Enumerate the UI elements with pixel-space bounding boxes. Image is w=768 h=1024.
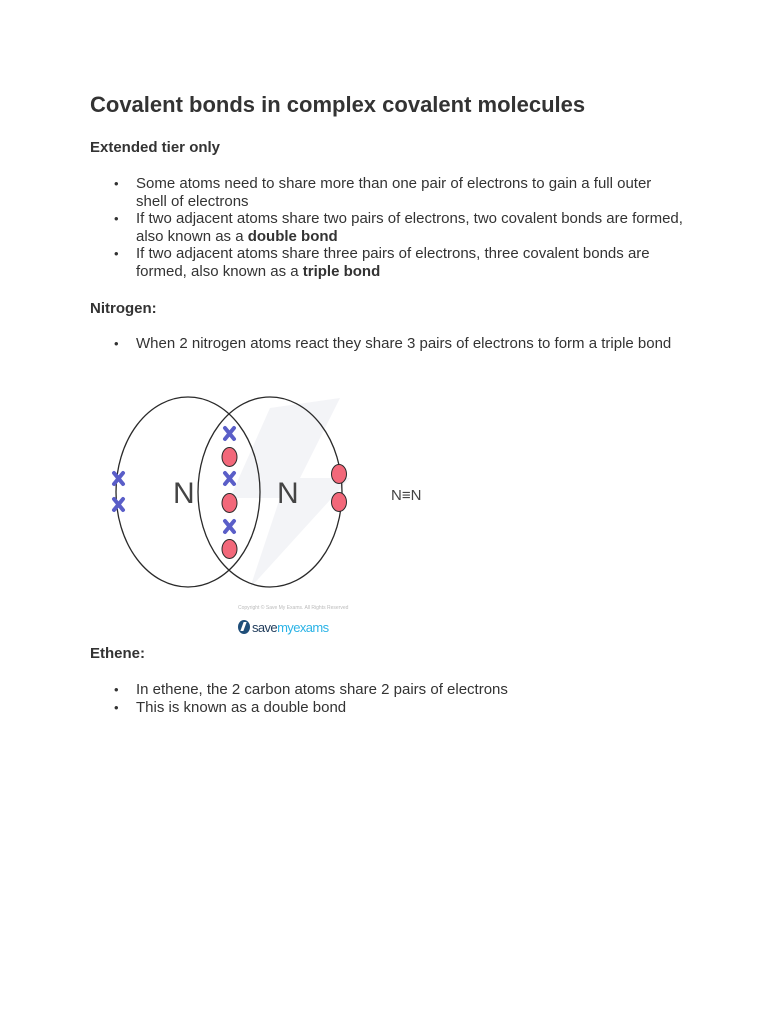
dot-icon	[222, 540, 237, 559]
dot-icon	[332, 493, 347, 512]
nitrogen-heading: Nitrogen:	[90, 300, 157, 317]
list-item: • If two adjacent atoms share three pairs of electrons, three covalent bonds are formed, also known as a triple bond	[136, 245, 686, 280]
nitrogen-bullet-list	[90, 335, 686, 353]
shared-crosses	[225, 428, 234, 532]
list-item: • If two adjacent atoms share two pairs of electrons, two covalent bonds are formed, also known as a double bond	[136, 210, 686, 245]
dot-icon	[332, 465, 347, 484]
dot-icon	[222, 494, 237, 513]
lone-pair-crosses	[114, 473, 123, 510]
nitrogen-dot-cross-diagram	[100, 388, 450, 640]
ethene-bullet-list	[90, 681, 686, 716]
list-item: • Some atoms need to share more than one pair of electrons to gain a full outer shell of electrons	[136, 175, 686, 210]
ethene-heading: Ethene:	[90, 645, 146, 662]
extended-tier-heading: Extended tier only	[90, 139, 221, 156]
bold-term: double bond	[247, 227, 338, 245]
structural-formula: N≡N	[391, 487, 422, 504]
dot-icon	[222, 448, 237, 467]
save-my-exams-logo: save my exams	[238, 614, 329, 640]
cross-icon	[225, 473, 234, 484]
copyright-notice: Copyright © Save My Exams. All Rights Reserved	[238, 605, 349, 611]
cross-icon	[225, 428, 234, 439]
page-title: Covalent bonds in complex covalent molecules	[90, 92, 586, 117]
right-atom-label: N	[277, 477, 299, 510]
cross-icon	[225, 521, 234, 532]
list-item: • When 2 nitrogen atoms react they share 3 pairs of electrons to form a triple bond	[136, 335, 686, 353]
cross-icon	[114, 473, 123, 484]
lightning-bolt-icon	[238, 620, 250, 634]
shared-dots	[222, 448, 237, 559]
cross-icon	[114, 499, 123, 510]
list-item: • In ethene, the 2 carbon atoms share 2 pairs of electrons	[136, 681, 686, 699]
extended-bullet-list	[90, 175, 686, 280]
list-item: • This is known as a double bond	[136, 699, 686, 717]
bold-term: triple bond	[302, 262, 381, 280]
left-atom-label: N	[173, 477, 195, 510]
